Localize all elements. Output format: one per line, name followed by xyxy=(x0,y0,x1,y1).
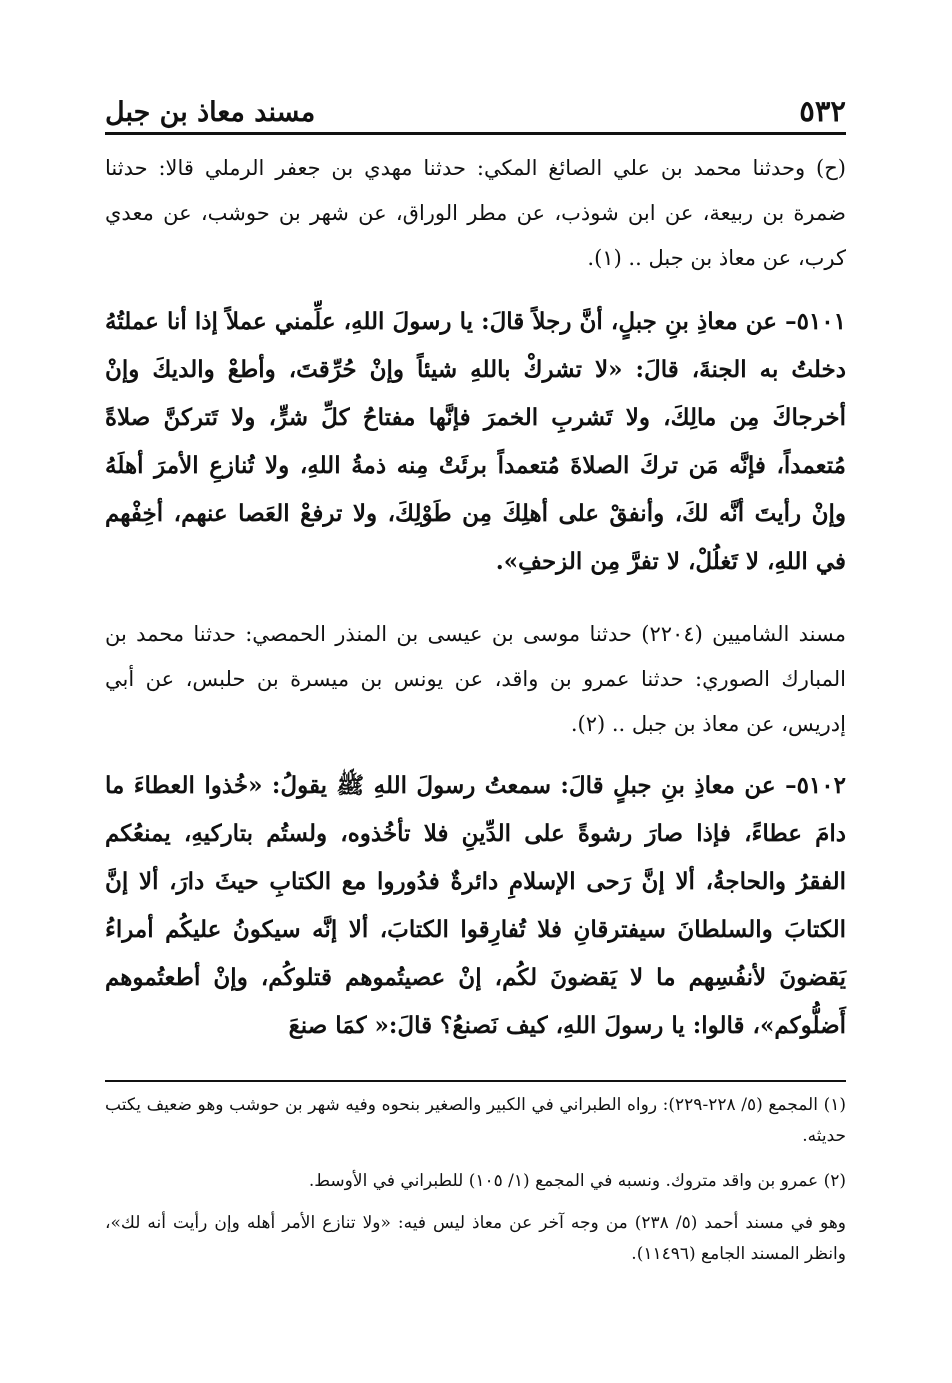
page-number: ٥٣٢ xyxy=(799,94,846,128)
isnad-paragraph-1: (ح) وحدثنا محمد بن علي الصائغ المكي: حدثنا مهدي بن جعفر الرملي قالا: حدثنا ضمرة بن ربيعة، عن ابن شوذب، عن مطر الوراق، عن شهر بن حوشب، عن معدي كرب، عن معاذ بن جبل .. (١). xyxy=(105,156,846,270)
running-title: مسند معاذ بن جبل xyxy=(105,97,316,128)
footnote-2-continuation: وهو في مسند أحمد (٥/ ٢٣٨) من وجه آخر عن معاذ ليس فيه: «ولا تنازع الأمر أهله وإن رأيت أنه لك»، وانظر المسند الجامع (١١٤٩٦). xyxy=(105,1213,846,1264)
hadith-number: ٥١٠٢– xyxy=(785,772,846,799)
hadith-5102 xyxy=(105,762,846,1050)
footnote-divider xyxy=(105,1080,846,1082)
hadith-number: ٥١٠١– xyxy=(785,308,846,335)
hadith-text: عن معاذِ بنِ جبلٍ قالَ: سمعتُ رسولَ اللهِ ﷺ يقولُ: «خُذوا العطاءَ ما دامَ عطاءً، فإذا صارَ رشوةً على الدِّينِ فلا تأخُذوه، ولستُم بتاركيهِ، يمنعُكم الفقرُ والحاجةُ، ألا إنَّ رَحى الإسلامِ دائرةٌ فدُوروا مع الكتابِ حيثَ دارَ، ألا إنَّ الكتابَ والسلطانَ سيفترقانِ فلا تُفارِقوا الكتابَ، ألا إنَّه سيكونُ عليكُم أمراءُ يَقضونَ لأنفُسِهم ما لا يَقضونَ لكُم، إنْ عصيتُموهم قتلوكُم، وإنْ أطعتُموهم أَضلُّوكم»، قالوا: يا رسولَ اللهِ، كيف نَصنعُ؟ قالَ:« كمَا صنعَ xyxy=(105,772,846,1039)
footnote-2: (٢) عمرو بن واقد متروك. ونسبه في المجمع (١/ ١٠٥) للطبراني في الأوسط. xyxy=(308,1171,846,1191)
hadith-5101 xyxy=(105,298,846,586)
footnote-1: (١) المجمع (٥/ ٢٢٨-٢٢٩): رواه الطبراني في الكبير والصغير بنحوه وفيه شهر بن حوشب وهو ضعيف يكتب حديثه. xyxy=(105,1095,846,1146)
page-header xyxy=(105,92,846,135)
hadith-text: عن معاذِ بنِ جبلٍ، أنَّ رجلاً قالَ: يا رسولَ اللهِ، علِّمني عملاً إذا أنا عملتُهُ دخلتُ به الجنةَ، قالَ: «لا تشركْ باللهِ شيئاً وإنْ حُرِّقتَ، وأطعْ والديكَ وإنْ أخرجاكَ مِن مالِكَ، ولا تَشربِ الخمرَ فإنَّها مفتاحُ كلِّ شرٍّ، ولا تَتركنَّ صلاةً مُتعمداً، فإنَّه مَن تركَ الصلاةَ مُتعمداً برئَتْ مِنه ذمةُ اللهِ، ولا تُنازعِ الأمرَ أهلَهُ وإنْ رأيتَ أنَّه لكَ، وأنفقْ على أهلِكَ مِن طَوْلِكَ، ولا ترفعْ العَصا عنهم، أخِفْهم في اللهِ، لا تَغلُلْ، لا تفرَّ مِن الزحفِ». xyxy=(105,308,846,575)
isnad-paragraph-2: مسند الشاميين (٢٢٠٤) حدثنا موسى بن عيسى بن المنذر الحمصي: حدثنا محمد بن المبارك الصوري: حدثنا عمرو بن واقد، عن يونس بن ميسرة بن حلبس، عن أبي إدريس، عن معاذ بن جبل .. (٢). xyxy=(105,622,846,736)
